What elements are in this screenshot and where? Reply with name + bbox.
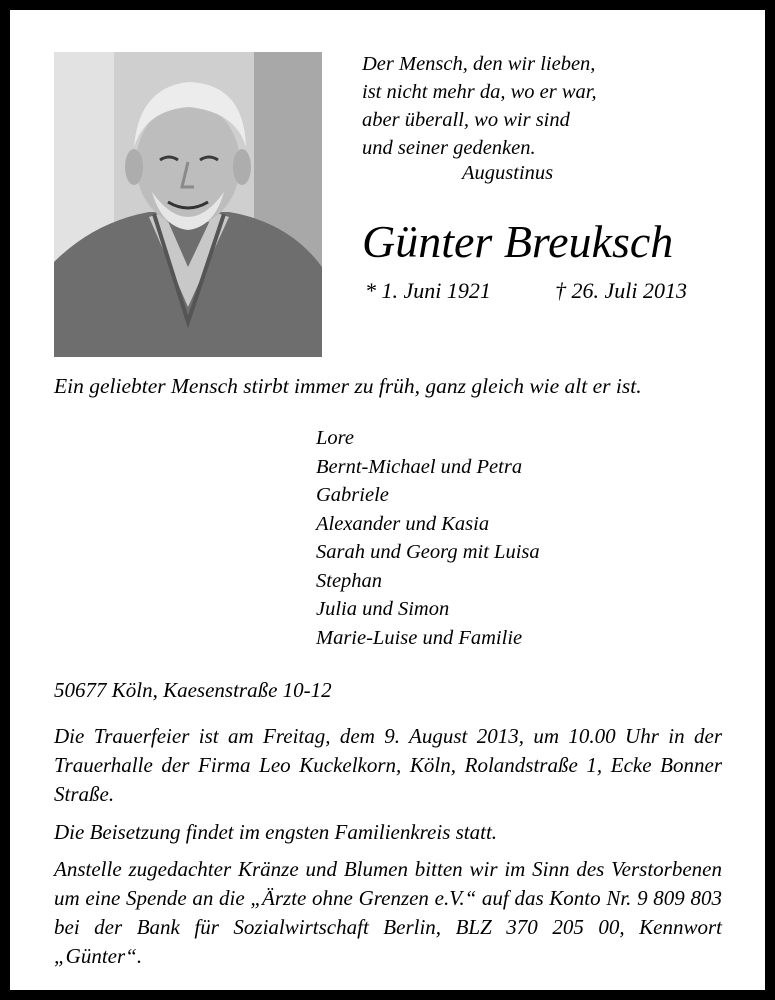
mourner-name: Stephan [316,569,383,592]
mourner-name: Gabriele [316,484,389,506]
donation-info: Anstelle zugedachter Kränze und Blumen bitten wir im Sinn des Verstorbenen um eine Spende an die „Ärzte ohne Grenzen e.V.“ auf das Konto Nr. 9 809 803 bei der Bank für Sozialwirtschaft Berlin, BLZ 370 205 00, Kennwort „Günter“. [54,857,722,968]
quote-line: aber überall, wo wir sind [362,109,570,131]
mourner-name: Alexander und Kasia [316,512,490,535]
quote-author: Augustinus [462,162,554,184]
deceased-name: Günter Breuksch [362,216,674,267]
death-date: † 26. Juli 2013 [555,278,687,303]
birth-date: * 1. Juni 1921 [365,278,491,303]
portrait-photo [54,52,322,357]
quote [362,50,692,162]
mourner-name: Bernt-Michael und Petra [316,455,523,478]
motto: Ein geliebter Mensch stirbt immer zu früh, ganz gleich wie alt er ist. [54,374,642,398]
mourner-name: Sarah und Georg mit Luisa [316,541,540,563]
funeral-info: Die Trauerfeier ist am Freitag, dem 9. August 2013, um 10.00 Uhr in der Trauerhalle der Firma Leo Kuckelkorn, Köln, Rolandstraße 1, Ecke Bonner Straße. [54,724,722,806]
mourner-name: Marie-Luise und Familie [316,626,523,649]
mourner-name: Julia und Simon [316,598,450,620]
quote-line: Der Mensch, den wir lieben, [362,53,596,75]
portrait-illustration [54,52,322,357]
mourners-list [316,424,540,652]
family-address: 50677 Köln, Kaesenstraße 10-12 [54,678,332,702]
burial-info: Die Beisetzung findet im engsten Familienkreis statt. [54,820,498,844]
quote-line: und seiner gedenken. [362,137,536,159]
mourner-name: Lore [316,427,354,449]
quote-line: ist nicht mehr da, wo er war, [362,81,597,103]
